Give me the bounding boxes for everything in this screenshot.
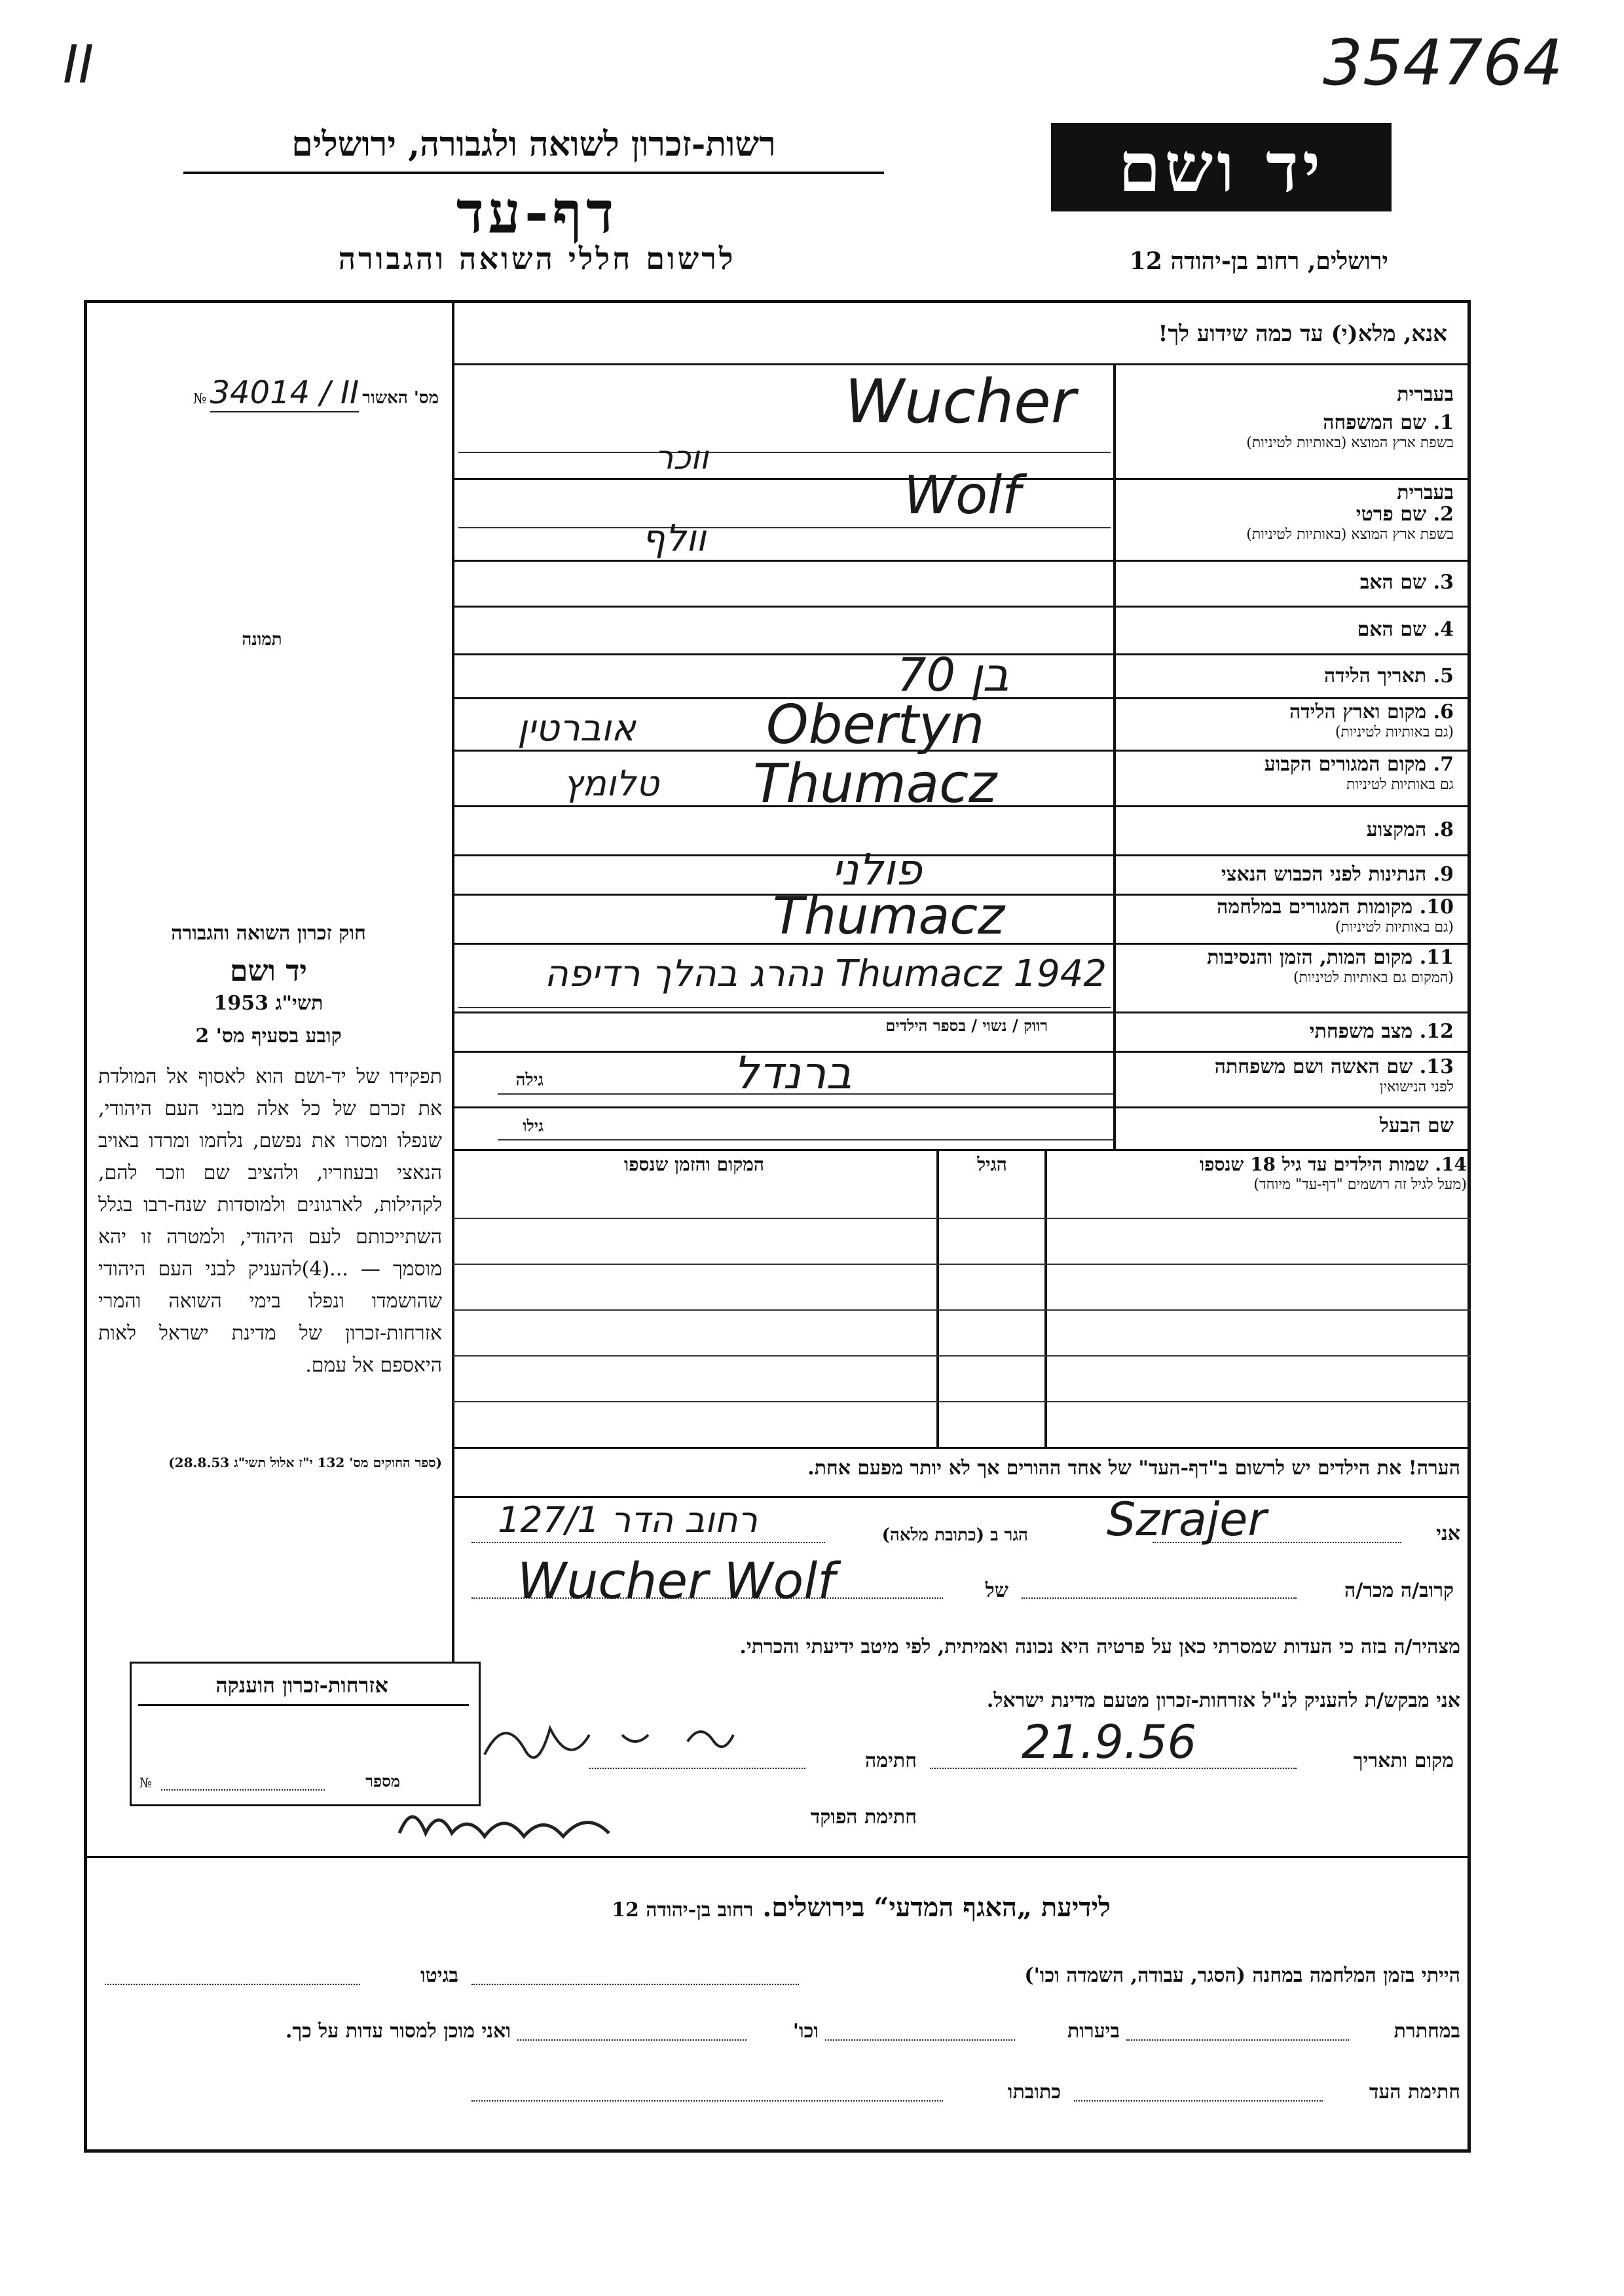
number-sign: № bbox=[193, 391, 207, 407]
field-6-value-latin[interactable]: Obertyn bbox=[766, 694, 985, 756]
field-2-value-latin[interactable]: Wolf bbox=[904, 465, 1021, 526]
field-4-text: שם האם bbox=[1357, 618, 1427, 641]
footer-ghetto-label: בגיטו bbox=[420, 1964, 458, 1987]
field-1-num: 1. bbox=[1433, 411, 1454, 434]
field-2-num: 2. bbox=[1433, 503, 1454, 526]
children-col-age: הגיל bbox=[977, 1154, 1007, 1175]
field-9-num: 9. bbox=[1433, 863, 1454, 886]
address: ירושלים, רחוב בן-יהודה 12 bbox=[1129, 247, 1388, 275]
field-13-num: 13. bbox=[1419, 1055, 1454, 1078]
field-3-num: 3. bbox=[1433, 571, 1454, 594]
field-10-text: מקומות המגורים במלחמה bbox=[1217, 896, 1413, 919]
form-title: דף-עד bbox=[456, 178, 618, 246]
field-13-value[interactable]: ברנדל bbox=[733, 1048, 852, 1099]
field-5-label bbox=[1120, 665, 1454, 687]
footer-heading bbox=[498, 1892, 1225, 1923]
field-7-sub: גם באותיות לטיניות bbox=[1346, 776, 1454, 793]
declaration-i-label: אני bbox=[1436, 1522, 1460, 1545]
field-1-he-label: בעברית bbox=[1397, 383, 1454, 406]
field-6-text: מקום וארץ הלידה bbox=[1289, 701, 1427, 723]
officer-signature-label: חתימת הפוקד bbox=[810, 1806, 917, 1829]
field-12-label bbox=[1120, 1020, 1454, 1043]
row-11-bottom bbox=[452, 1011, 1471, 1013]
statement-2: אני מבקש/ת להעניק לנ"ל אזרחות-זכרון מטעם מדינת ישראל. bbox=[986, 1689, 1460, 1712]
children-row-line-4[interactable] bbox=[452, 1355, 1471, 1357]
footer-etc-line[interactable] bbox=[517, 2039, 747, 2041]
of-label: של bbox=[985, 1579, 1008, 1602]
footer-camp-line[interactable] bbox=[471, 1984, 799, 1985]
children-col-place: המקום והזמן שנספו bbox=[624, 1154, 764, 1175]
children-sub: (מעל לגיל זה רושמים "דף-עד" מיוחד) bbox=[1253, 1176, 1467, 1193]
form-subtitle: לרשום חללי השואה והגבורה bbox=[338, 241, 736, 276]
footer-heading-text: לידיעת „האגף המדעי“ בירושלים. bbox=[762, 1892, 1111, 1923]
field-6-num: 6. bbox=[1433, 701, 1454, 723]
law-year-he: תשי"ג bbox=[275, 992, 323, 1015]
footer-forests-label: ביערות bbox=[1067, 2020, 1120, 2043]
footer-etc-label: וכו' bbox=[792, 2020, 819, 2043]
row-1-mid-line bbox=[458, 452, 1111, 453]
husband-age-label: גילו bbox=[523, 1116, 544, 1135]
declarant-name[interactable]: Szrajer bbox=[1107, 1493, 1267, 1546]
field-4-label bbox=[1120, 618, 1454, 641]
husband-line bbox=[498, 1139, 1113, 1140]
footer-line1-start: הייתי בזמן המלחמה במחנה (הסגר, עבודה, השמדה וכו') bbox=[1024, 1964, 1460, 1987]
field-6-sub: (גם באותיות לטיניות) bbox=[1335, 724, 1454, 740]
row-12-bottom bbox=[452, 1051, 1471, 1053]
law-year-num: 1953 bbox=[213, 992, 269, 1015]
yad-vashem-logo: יד ושם bbox=[1051, 123, 1392, 211]
field-11-label bbox=[1120, 946, 1454, 986]
field-6-value-he[interactable]: אוברטין bbox=[517, 707, 636, 750]
law-heading: חוק זכרון השואה והגבורה bbox=[171, 922, 366, 945]
footer-forests-line[interactable] bbox=[825, 2039, 1015, 2041]
field-2-label bbox=[1120, 503, 1454, 543]
certificate-number-row bbox=[98, 374, 439, 414]
field-3-text: שם האב bbox=[1359, 571, 1427, 594]
field-8-text: המקצוע bbox=[1366, 818, 1427, 841]
signature-label: חתימה bbox=[865, 1749, 917, 1772]
field-8-label bbox=[1120, 818, 1454, 841]
signature-scribble bbox=[471, 1709, 812, 1781]
place-date-label: מקום ותאריך bbox=[1353, 1749, 1454, 1772]
field-8-num: 8. bbox=[1433, 818, 1454, 841]
row-13-bottom bbox=[452, 1106, 1471, 1108]
children-row-line-3[interactable] bbox=[452, 1309, 1471, 1311]
stamp-number-label: מספר bbox=[365, 1772, 400, 1791]
intro-divider bbox=[452, 363, 1471, 365]
field-2-he-label: בעברית bbox=[1397, 481, 1454, 504]
field-5-text: תאריך הלידה bbox=[1324, 665, 1427, 687]
field-10-num: 10. bbox=[1419, 896, 1454, 919]
row-2-mid-line bbox=[458, 527, 1111, 528]
certificate-label: מס' האשור bbox=[362, 388, 439, 408]
field-12-text: מצב משפחתי bbox=[1309, 1020, 1413, 1043]
field-13-label bbox=[1120, 1055, 1454, 1095]
address-line bbox=[471, 1542, 825, 1543]
husband-row-bottom bbox=[452, 1149, 1471, 1151]
note-text: הערה! את הילדים יש לרשום ב"דף-העד" של אחד ההורים אך לא יותר מפעם אחת. bbox=[807, 1457, 1460, 1480]
photo-label: תמונה bbox=[242, 630, 282, 649]
stamp-title: אזרחות-זכרון הוענקה bbox=[215, 1673, 388, 1698]
org-name: רשות-זכרון לשואה ולגבורה, ירושלים bbox=[291, 124, 776, 164]
wife-age-label: גילה bbox=[515, 1070, 544, 1090]
field-12-num: 12. bbox=[1419, 1020, 1454, 1043]
husband-label: שם הבעל bbox=[1379, 1114, 1454, 1137]
relation-label: קרוב/ה מכר/ה bbox=[1344, 1579, 1454, 1602]
footer-divider bbox=[84, 1856, 1471, 1858]
field-7-num: 7. bbox=[1433, 753, 1454, 776]
corner-mark-left: ΙΙ bbox=[63, 34, 94, 95]
field-6-label bbox=[1120, 701, 1454, 740]
field-7-value-he[interactable]: טלומץ bbox=[563, 763, 659, 804]
place-date-value[interactable]: 21.9.56 bbox=[1022, 1715, 1197, 1769]
field-5-num: 5. bbox=[1433, 665, 1454, 687]
children-label bbox=[1051, 1154, 1467, 1193]
statement-1: מצהיר/ה בזה כי העדות שמסרתי כאן על פרטיה היא נכונה ואמיתית, לפי מיטב ידיעתי והכרתי. bbox=[739, 1635, 1460, 1658]
row-8-bottom bbox=[452, 854, 1471, 856]
field-12-options[interactable]: רווק / נשוי / בספר הילדים bbox=[885, 1016, 1048, 1035]
org-underline bbox=[183, 172, 884, 174]
field-2-sub: בשפת ארץ המוצא (באותיות לטיניות) bbox=[1246, 526, 1454, 543]
field-2-value-he[interactable]: וולף bbox=[642, 517, 707, 560]
stamp-number-sign: № bbox=[139, 1775, 152, 1791]
row-3-bottom bbox=[452, 606, 1471, 608]
field-1-value-latin[interactable]: Wucher bbox=[845, 367, 1076, 437]
law-text: תפקידו של יד-ושם הוא לאסוף אל המולדת את זכרם של כל אלה מבני העם היהודי, שנפלו ומסרו את נפשם, נלחמו ומרדו באויב הנאצי ובעוזריו, ולהציב שם וזכר להם, לקהילות, לארגונים ולמוסדות שנח-רבו בגלל השתייכותם לעם היהודי, ולמטרה זו יהא מוסמך — ...(4)להעניק לבני העם היהודי שהושמדו ונפלו בימי השואה והמרי אזרחות-זכרון של מדינת ישראל לאות היאספם אל עמם. bbox=[98, 1065, 443, 1377]
law-name: יד ושם bbox=[230, 955, 307, 988]
field-13-text: שם האשה ושם משפחתה bbox=[1214, 1055, 1413, 1078]
field-9-text: הנתינות לפני הכבוש הנאצי bbox=[1221, 863, 1427, 886]
left-column-divider bbox=[452, 300, 454, 1735]
field-10-value[interactable]: Thumacz bbox=[773, 887, 1005, 946]
field-3-label bbox=[1120, 571, 1454, 594]
address-label: הגר ב (כתובת מלאה) bbox=[881, 1525, 1028, 1545]
archive-number: 354764 bbox=[1323, 26, 1563, 100]
field-4-num: 4. bbox=[1433, 618, 1454, 641]
field-2-text: שם פרטי bbox=[1356, 503, 1427, 526]
footer-witness-signature-line[interactable] bbox=[1074, 2100, 1323, 2102]
field-1-value-he[interactable]: ווכר bbox=[655, 439, 709, 477]
footer-witness-address-line[interactable] bbox=[471, 2100, 943, 2102]
stamp-title-rule bbox=[138, 1704, 469, 1706]
field-1-label bbox=[1120, 411, 1454, 451]
law-year bbox=[92, 992, 445, 1015]
memorial-citizenship-stamp-box bbox=[130, 1662, 481, 1806]
field-10-label bbox=[1120, 896, 1454, 936]
children-title: 14. שמות הילדים עד גיל 18 שנספו bbox=[1200, 1154, 1467, 1175]
relation-line bbox=[1022, 1597, 1297, 1599]
field-11-sub: (המקום גם באותיות לטיניות) bbox=[1293, 970, 1454, 986]
children-row-line-5[interactable] bbox=[452, 1401, 1471, 1402]
footer-underground-line[interactable] bbox=[1126, 2039, 1349, 2041]
of-value[interactable]: Wucher Wolf bbox=[517, 1552, 835, 1610]
footer-address: רחוב בן-יהודה 12 bbox=[612, 1899, 754, 1922]
field-7-text: מקום המגורים הקבוע bbox=[1264, 753, 1427, 776]
row-11-mid-line bbox=[458, 1007, 1111, 1008]
field-5-value[interactable]: בן 70 bbox=[897, 648, 1009, 702]
field-1-text: שם המשפחה bbox=[1323, 411, 1427, 434]
note-bottom bbox=[452, 1496, 1471, 1498]
field-7-label bbox=[1120, 753, 1454, 793]
footer-ghetto-line[interactable] bbox=[105, 1984, 360, 1985]
certificate-value: 34014 / II bbox=[210, 374, 360, 411]
field-11-text: מקום המות, הזמן והנסיבות bbox=[1207, 946, 1413, 969]
footer-underground-label: במחתרת bbox=[1393, 2020, 1460, 2043]
stamp-number-line bbox=[161, 1789, 325, 1791]
footer-testimony-text: ואני מוכן למסור עדות על כך. bbox=[285, 2020, 511, 2043]
intro-text: אנא, מלא(י) עד כמה שידוע לך! bbox=[1158, 321, 1447, 347]
footer-witness-address-label: כתובתו bbox=[1007, 2081, 1061, 2104]
field-9-value[interactable]: פולני bbox=[832, 845, 922, 895]
field-11-num: 11. bbox=[1419, 946, 1454, 969]
field-13-sub: לפני הנישואין bbox=[1379, 1079, 1454, 1095]
field-9-label bbox=[1120, 863, 1454, 886]
field-10-sub: (גם באותיות לטיניות) bbox=[1335, 919, 1454, 936]
law-clause: קובע בסעיף מס' 2 bbox=[195, 1025, 342, 1048]
children-table-bottom bbox=[452, 1447, 1471, 1449]
field-7-value-latin[interactable]: Thumacz bbox=[753, 753, 997, 815]
label-column-divider bbox=[1113, 363, 1116, 1149]
field-1-sub: בשפת ארץ המוצא (באותיות לטיניות) bbox=[1246, 435, 1454, 451]
address-value[interactable]: רחוב הדר 127/1 bbox=[498, 1499, 758, 1540]
law-source: (ספר החוקים מס' 132 י"ז אלול תשי"ג 28.8.53) bbox=[168, 1455, 442, 1470]
field-11-value[interactable]: Thumacz 1942 נהרג בהלך רדיפה bbox=[544, 953, 1107, 995]
children-row-line-1[interactable] bbox=[452, 1218, 1471, 1219]
row-2-bottom bbox=[452, 560, 1471, 562]
footer-witness-signature-label: חתימת העד bbox=[1369, 2081, 1460, 2104]
children-row-line-2[interactable] bbox=[452, 1264, 1471, 1265]
